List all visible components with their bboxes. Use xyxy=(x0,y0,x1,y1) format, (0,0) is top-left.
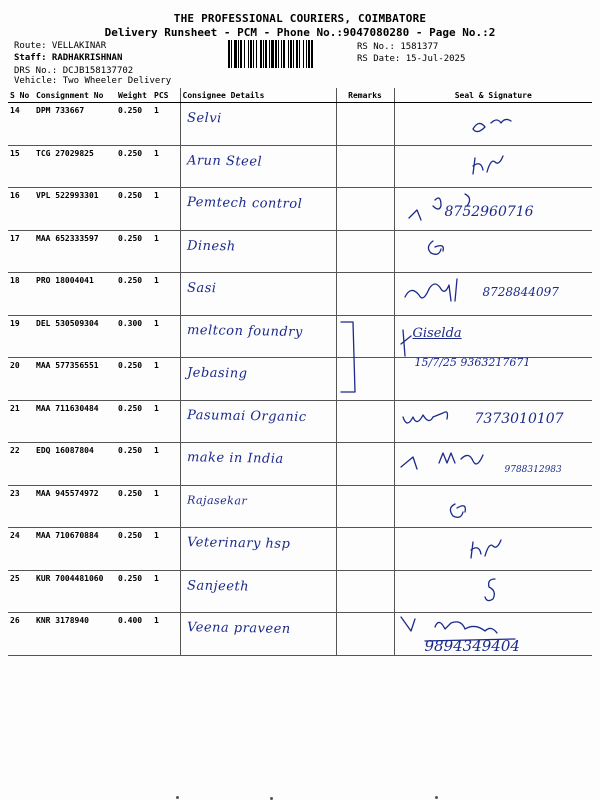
col-signature: Seal & Signature xyxy=(394,88,592,103)
row-remarks xyxy=(336,485,394,528)
row-consignee-cell xyxy=(180,230,336,273)
row-weight: 0.300 xyxy=(116,315,152,358)
drs-number: DRS No.: DCJB158137702 xyxy=(14,66,134,76)
vehicle-label: Vehicle: Two Wheeler Delivery xyxy=(14,76,172,86)
col-consignee: Consignee Details xyxy=(180,88,336,103)
row-consignee-cell xyxy=(180,528,336,571)
row-consignee: Veterinary hsp xyxy=(186,535,290,552)
row-consignee: Pemtech control xyxy=(186,194,302,213)
table-row xyxy=(8,230,592,273)
signature-mark xyxy=(395,146,593,188)
signature-mark xyxy=(395,486,593,528)
row-consignee-cell xyxy=(180,315,336,358)
row-pcs: 1 xyxy=(152,145,180,188)
row-remarks xyxy=(336,358,394,401)
table-row xyxy=(8,315,592,358)
table-row xyxy=(8,570,592,613)
row-sno: 14 xyxy=(8,103,34,146)
row-weight: 0.250 xyxy=(116,188,152,231)
row-remarks xyxy=(336,443,394,486)
row-weight: 0.250 xyxy=(116,570,152,613)
row-consignee-cell xyxy=(180,145,336,188)
row-weight: 0.250 xyxy=(116,400,152,443)
row-consignment-no: MAA 945574972 xyxy=(34,485,116,528)
scan-dot xyxy=(435,796,438,799)
signature-name: Giselda xyxy=(412,325,462,341)
signature-mark xyxy=(395,231,593,273)
row-signature-cell xyxy=(394,230,592,273)
row-consignee: Sasi xyxy=(186,280,217,297)
row-sno: 19 xyxy=(8,315,34,358)
row-consignee-cell xyxy=(180,570,336,613)
row-pcs: 1 xyxy=(152,613,180,656)
row-signature-cell xyxy=(394,528,592,571)
row-consignment-no: KNR 3178940 xyxy=(34,613,116,656)
row-pcs: 1 xyxy=(152,528,180,571)
row-consignee-cell xyxy=(180,485,336,528)
signature-mark xyxy=(395,571,593,613)
row-signature-cell xyxy=(394,485,592,528)
row-consignee-cell xyxy=(180,103,336,146)
row-sno: 26 xyxy=(8,613,34,656)
route-label: Route: VELLAKINAR xyxy=(14,41,107,51)
row-weight: 0.250 xyxy=(116,145,152,188)
signature-phone: 15/7/25 9363217671 xyxy=(414,357,531,369)
row-pcs: 1 xyxy=(152,188,180,231)
table-row xyxy=(8,400,592,443)
row-consignment-no: MAA 711630484 xyxy=(34,400,116,443)
row-consignee: Arun Steel xyxy=(186,152,262,170)
runsheet-subtitle: Delivery Runsheet - PCM - Phone No.:9047080280 - Page No.:2 xyxy=(104,26,496,39)
row-weight: 0.250 xyxy=(116,273,152,316)
row-weight: 0.250 xyxy=(116,230,152,273)
row-consignee-cell xyxy=(180,400,336,443)
signature-phone: 8728844097 xyxy=(482,285,559,299)
row-sno: 15 xyxy=(8,145,34,188)
signature-phone: 9788312983 xyxy=(504,465,562,475)
row-weight: 0.250 xyxy=(116,443,152,486)
row-signature-cell xyxy=(394,443,592,486)
row-remarks xyxy=(336,315,394,358)
signature-phone: 7373010107 xyxy=(474,410,564,427)
row-remarks xyxy=(336,230,394,273)
row-pcs: 1 xyxy=(152,400,180,443)
row-remarks xyxy=(336,613,394,656)
row-sno: 21 xyxy=(8,400,34,443)
row-consignment-no: TCG 27029825 xyxy=(34,145,116,188)
table-row xyxy=(8,103,592,146)
company-title: THE PROFESSIONAL COURIERS, COIMBATORE xyxy=(173,12,427,25)
rs-number: RS No.: 1581377 xyxy=(357,42,439,52)
row-consignee-cell xyxy=(180,443,336,486)
table-row xyxy=(8,145,592,188)
row-consignee-cell xyxy=(180,188,336,231)
signature-mark xyxy=(395,443,593,485)
col-weight: Weight xyxy=(116,88,152,103)
row-consignment-no: KUR 7004481060 xyxy=(34,570,116,613)
signature-phone: 8752960716 xyxy=(444,204,534,220)
row-signature-cell xyxy=(394,103,592,146)
runsheet-table xyxy=(8,88,592,656)
row-consignment-no: VPL 522993301 xyxy=(34,188,116,231)
row-weight: 0.250 xyxy=(116,485,152,528)
row-consignment-no: DEL 530509304 xyxy=(34,315,116,358)
table-row xyxy=(8,485,592,528)
table-row xyxy=(8,613,592,656)
row-consignment-no: EDQ 16087804 xyxy=(34,443,116,486)
row-pcs: 1 xyxy=(152,485,180,528)
row-sno: 17 xyxy=(8,230,34,273)
table-row xyxy=(8,443,592,486)
row-consignment-no: PRO 18004041 xyxy=(34,273,116,316)
row-consignment-no: MAA 652333597 xyxy=(34,230,116,273)
row-weight: 0.400 xyxy=(116,613,152,656)
row-signature-cell xyxy=(394,145,592,188)
row-consignee: Jebasing xyxy=(186,365,248,382)
row-consignee: Sanjeeth xyxy=(186,577,249,595)
row-consignee: Selvi xyxy=(186,110,222,127)
row-consignee: Dinesh xyxy=(186,238,236,254)
row-remarks xyxy=(336,273,394,316)
table-row xyxy=(8,358,592,401)
row-sno: 23 xyxy=(8,485,34,528)
barcode xyxy=(228,40,353,68)
col-consignment: Consignment No xyxy=(34,88,116,103)
row-pcs: 1 xyxy=(152,443,180,486)
row-pcs: 1 xyxy=(152,230,180,273)
row-pcs: 1 xyxy=(152,570,180,613)
row-weight: 0.250 xyxy=(116,358,152,401)
table-header-row xyxy=(8,88,592,103)
rs-date: RS Date: 15-Jul-2025 xyxy=(357,54,466,64)
row-signature-cell xyxy=(394,315,592,358)
row-consignment-no: MAA 710670884 xyxy=(34,528,116,571)
row-remarks xyxy=(336,188,394,231)
row-signature-cell xyxy=(394,273,592,316)
table-row xyxy=(8,528,592,571)
row-pcs: 1 xyxy=(152,273,180,316)
staff-label: Staff: RADHAKRISHNAN xyxy=(14,53,123,63)
row-sno: 24 xyxy=(8,528,34,571)
row-remarks xyxy=(336,570,394,613)
row-consignee-cell xyxy=(180,273,336,316)
row-pcs: 1 xyxy=(152,103,180,146)
row-remarks xyxy=(336,528,394,571)
row-pcs: 1 xyxy=(152,315,180,358)
row-signature-cell xyxy=(394,188,592,231)
barcode-bar xyxy=(313,40,314,68)
row-remarks xyxy=(336,400,394,443)
signature-phone: 9894349404 xyxy=(424,637,520,655)
row-sno: 16 xyxy=(8,188,34,231)
row-pcs: 1 xyxy=(152,358,180,401)
row-consignee: Veena praveen xyxy=(186,620,291,637)
row-consignee: make in India xyxy=(186,450,284,467)
row-weight: 0.250 xyxy=(116,103,152,146)
col-sno: S No xyxy=(8,88,34,103)
signature-mark xyxy=(395,103,593,145)
row-sno: 20 xyxy=(8,358,34,401)
row-signature-cell xyxy=(394,400,592,443)
row-remarks xyxy=(336,145,394,188)
row-signature-cell xyxy=(394,358,592,401)
row-consignee: Pasumai Organic xyxy=(186,407,307,425)
row-signature-cell xyxy=(394,613,592,656)
row-consignee-cell xyxy=(180,358,336,401)
row-consignee: meltcon foundry xyxy=(186,322,303,340)
row-consignee: Rajasekar xyxy=(186,492,247,508)
scan-dot xyxy=(176,796,179,799)
col-remarks: Remarks xyxy=(336,88,394,103)
table-row xyxy=(8,273,592,316)
signature-mark xyxy=(395,528,593,570)
table-row xyxy=(8,188,592,231)
row-remarks xyxy=(336,103,394,146)
row-consignee-cell xyxy=(180,613,336,656)
row-sno: 18 xyxy=(8,273,34,316)
row-signature-cell xyxy=(394,570,592,613)
col-pcs: PCS xyxy=(152,88,180,103)
row-weight: 0.250 xyxy=(116,528,152,571)
row-consignment-no: MAA 577356551 xyxy=(34,358,116,401)
row-sno: 25 xyxy=(8,570,34,613)
row-consignment-no: DPM 733667 xyxy=(34,103,116,146)
row-sno: 22 xyxy=(8,443,34,486)
